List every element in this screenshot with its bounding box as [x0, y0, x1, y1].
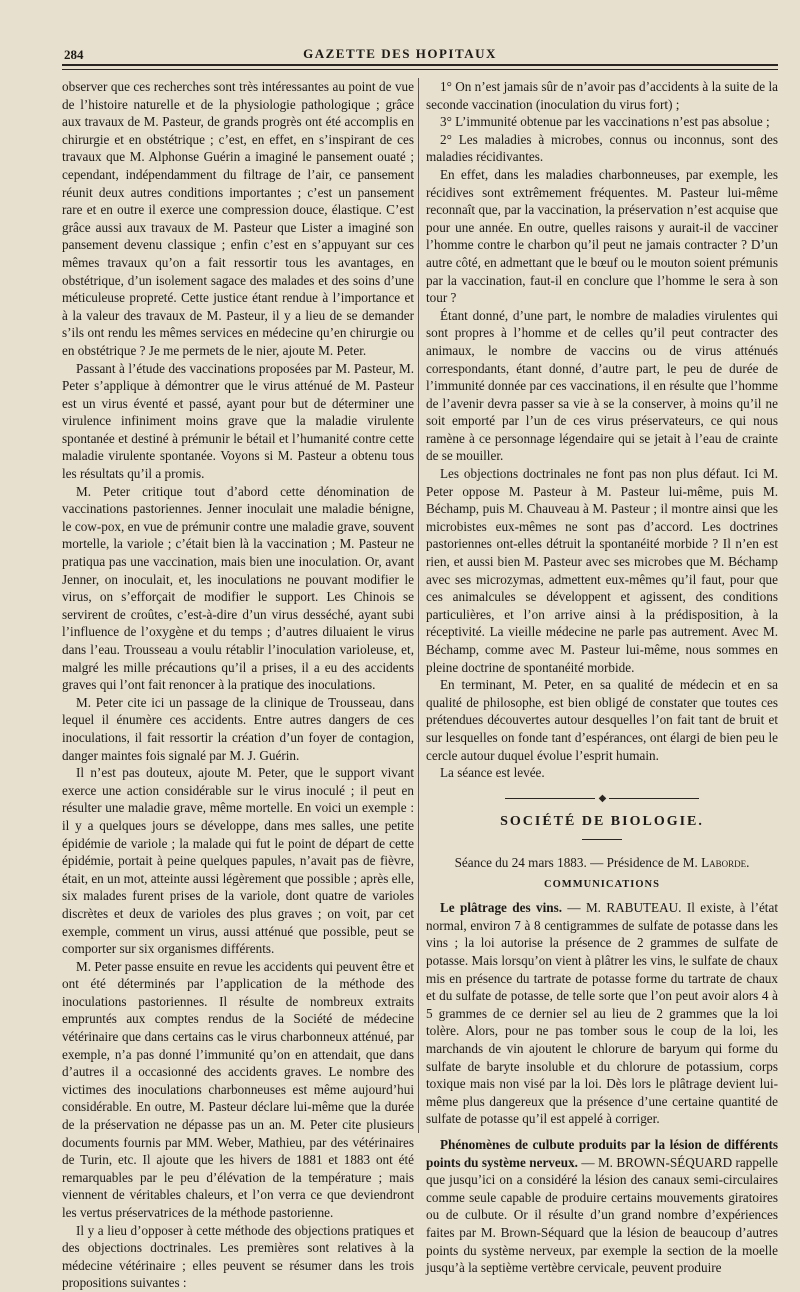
column-divider	[418, 78, 419, 1133]
article-culbute	[426, 1136, 778, 1277]
paragraph: observer que ces recherches sont très intéressantes au point de vue de l’histoire naturelle et de la physiologie pathologique ; grâce aux travaux de M. Pasteur, de grands progrès ont été accomplis en chirurgie et en obstétrique ; c’est, en effet, en s’inspirant de ces travaux que M. Alphonse Guérin a imaginé le pansement ouaté ; cependant, indépendamment du filtrage de l’air, ce pansement réunit deux autres conditions importantes ; c’est un pansement rare et en outre il exerce une compression douce, élastique. C’est grâce aussi aux travaux de M. Pasteur que Lister a imaginé son pansement devenu classique ; enfin c’est en s’appuyant sur ces mêmes travaux qu’on a fait ressortir tous les avantages, en obstétrique, d’un isolement sagace des malades et des soins d’une méticuleuse propreté. Cette justice étant rendue à l’importance et à la valeur des travaux de M. Pasteur, il y a lieu de se demander s’ils ont rendu les mêmes services en médecine qu’en chirurgie ou en obstétrique ? Je me permets de le nier, ajoute M. Peter.	[62, 79, 414, 358]
paragraph: En terminant, M. Peter, en sa qualité de médecin et en sa qualité de philosophe, est bien obligé de constater que toutes ces prétendues découvertes autour desquelles l’on fait tant de bruit et sur lesquelles on fonde tant d’espérances, ont élargi de bien peu le cercle autour duquel évolue l’esprit humain.	[426, 677, 778, 763]
paragraph: Étant donné, d’une part, le nombre de maladies virulentes qui sont propres à l’homme et de celles qu’il peut contracter des animaux, le nombre de vaccins ou de virus atténués correspondants, étant donné, d’autre part, le peu de durée de l’immunité donnée par ces vaccinations, il en résulte que l’homme de l’avenir devra passer sa vie à se la conserver, à moins qu’il ne soit emporté par l’un de ces virus préservateurs, ce qui nous ramène à ce personnage légendaire qui se jetait à l’eau de crainte de se mouiller.	[426, 307, 778, 464]
session-line	[426, 854, 778, 872]
right-column	[426, 78, 778, 1277]
article-plâtrage	[426, 899, 778, 1128]
article-body: Il existe, à l’état normal, environ 7 à 8 centigrammes de sulfate de potasse dans les vins ; la loi autorise la présence de 2 grammes de sulfate de potasse. Mais lorsqu’on vient à plâtrer les vins, le sulfate de chaux mis en présence du tartrate de potasse forme du tartrate de chaux et du sulfate de potasse, de telle sorte que l’on peut avoir alors 4 à 5 grammes de ce dernier sel au lieu de 2 grammes que la loi tolère. Alors, pour ne pas tomber sous le coup de la loi, les marchands de vin ajoutent le chlorure de baryum qui forme du sulfate de baryte insoluble et du chlorure de potassium, corps toxique mais non visé par la loi. Dès lors le plâtrage devient lui-même plus dangereux que la présence d’une certaine quantité de sulfate de potasse qu’il est appelé à corriger.	[426, 900, 778, 1127]
paragraph: Les objections doctrinales ne font pas non plus défaut. Ici M. Peter oppose M. Pasteur à M. Pasteur lui-même, puis M. Béchamp, puis M. Chauveau à M. Pasteur ; il montre ainsi que les microbistes eux-mêmes ne sont pas d’accord. Les doctrines pastoriennes ont-elles détruit la spontanéité morbide ? Il n’en est rien, et aussi bien M. Pasteur avec ses microbes que M. Béchamp avec ses microzymas, admettent eux-mêmes qu’il faut, pour que ces animalcules se développent et agissent, des conditions particulières, et l’on arrive ainsi à la prédisposition, à la réceptivité. La vieille médecine ne parle pas autrement. Avec M. Béchamp, comme avec M. Pasteur lui-même, nous sommes en pleine doctrine de spontanéité morbide.	[426, 466, 778, 675]
article-title: Le plâtrage des vins.	[440, 900, 562, 916]
session-suffix: .	[746, 855, 750, 871]
paragraph: La séance est levée.	[440, 765, 545, 781]
paragraph: M. Peter passe ensuite en revue les accidents qui peuvent être et ont été déterminés par l’application de la méthode des inoculations pastoriennes. Il résulte de nombreux extraits empruntés aux comptes rendus de la Société de médecine vétérinaire que dans certains cas le virus charbonneux atténué, par exemple, n’a pas donné l’immunité qu’on en attendait, que dans d’autres il a occasionné des accidents graves. Le nombre des victimes des inoculations charbonneuses est même aujourd’hui considérable. En outre, M. Pasteur déclare lui-même que la durée de la préservation ne dépasse pas un an. M. Peter cite plusieurs documents fournis par MM. Weber, Mathieu, par des vétérinaires de Turin, etc. Il ajoute que les hivers de 1881 et 1883 ont été remarquables par le peu d’élévation de la température ; mais viennent de véritables chaleurs, et l’on verra ce que deviendront les vertus préservatrices de la méthode pastorienne.	[62, 958, 414, 1220]
session-prefix: Séance du 24 mars 1883. — Présidence de M.	[454, 855, 702, 871]
paragraph: En effet, dans les maladies charbonneuses, par exemple, les récidives sont extrêmement fréquentes. M. Pasteur lui-même reconnaît que, par la vaccination, la préservation n’est acquise que pour une année. En outre, quelles raisons y aurait-il de vacciner l’homme contre le charbon qu’il peut ne jamais contracter ? D’un autre côté, en admettant que le bœuf ou le mouton soient prémunis par la vaccination, faut-il en conclure que l’homme le sera à son tour ?	[426, 166, 778, 306]
paragraph: 2° Les maladies à microbes, connus ou inconnus, sont des maladies récidivantes.	[426, 131, 778, 165]
paragraph: M. Peter critique tout d’abord cette dénomination de vaccinations pastoriennes. Jenner inoculait une maladie bénigne, le cow-pox, en vue de prémunir contre une maladie grave, souvent mortelle, la variole ; c’était bien là la vaccination ; M. Pasteur ne pratiqua pas une vaccination, mais bien une inoculation. Or, avant Jenner, on inoculait, et, les inoculations ne pouvant modifier le virus, on s’efforçait de modifier le support. Les Chinois se servirent de croûtes, c’est-à-dire d’un virus desséché, ayant subi l’influence de l’oxygène et du temps ; d’autres diluaient le virus dans l’eau. Trousseau a voulu rétablir l’inoculation varioleuse, et, malgré les mille précautions qu’il a prises, il a eu des accidents graves qui l’ont fait renoncer à la pratique des inoculations.	[62, 483, 414, 693]
article-title: Phénomènes de culbute produits par la lésion de différents points du système nerveux.	[426, 1136, 778, 1170]
running-head: GAZETTE DES HOPITAUX	[303, 46, 497, 61]
paragraph: 1° On n’est jamais sûr de n’avoir pas d’accidents à la suite de la seconde vaccination (inoculation du virus fort) ;	[426, 79, 778, 112]
page-number: 284	[64, 47, 84, 62]
article-author: — M. RABUTEAU.	[562, 900, 682, 916]
paragraph: Il y a lieu d’opposer à cette méthode des objections pratiques et des objections doctrinales. Les premières sont relatives à la médecine vétérinaire ; elles peuvent se résumer dans les trois propositions suivantes :	[62, 1222, 414, 1291]
paragraph: M. Peter cite ici un passage de la clinique de Trousseau, dans lequel il énumère ces accidents. Entre autres dangers de ces inoculations, il fait ressortir la création d’un foyer de contagion, danger maintes fois signalé par M. J. Guérin.	[62, 694, 414, 763]
header-rule-thin	[62, 69, 778, 70]
title-rule	[582, 839, 622, 840]
session-president: Laborde	[701, 855, 747, 871]
paragraph: Passant à l’étude des vaccinations proposées par M. Pasteur, M. Peter s’applique à démontrer que le virus atténué de M. Pasteur est un virus éventé et passé, ayant pour but de déterminer une virulence infiniment moins grave que la maladie virulente spontanée et destiné à prémunir le bétail et l’humanité contre cette maladie virulente spontanée. Voyons si M. Pasteur a obtenu tous les résultats qu’il a promis.	[62, 360, 414, 482]
left-column	[62, 78, 414, 1292]
communications-heading: COMMUNICATIONS	[544, 878, 660, 890]
paragraph: 3° L’immunité obtenue par les vaccinations n’est pas absolue ;	[440, 114, 770, 130]
article-body: rappelle que jusqu’ici on a considéré la lésion des canaux semi-circulaires comme seule capable de produire certains mouvements giratoires ou de culbute. Or il résulte d’un grand nombre d’expériences faites par M. Brown-Séquard que la lésion de beaucoup d’autres points du système nerveux, par exemple la section de la moelle jusqu’à la septième vertèbre cervicale, peuvent produire	[426, 1154, 779, 1276]
header-rule-thick	[62, 64, 778, 66]
section-ornament: ◆	[426, 790, 778, 808]
section-title: SOCIÉTÉ DE BIOLOGIE.	[500, 814, 704, 830]
paragraph: Il n’est pas douteux, ajoute M. Peter, que le support vivant exerce une action considérable sur le virus inoculé ; il peut en résulter une maladie grave, même mortelle. En voici un exemple : il y a quelques jours se développe, dans mes salles, une petite épidémie de variole ; la malade qui fut le point de départ de cette épidémie, portait à peine quelques papules, n’avait pas de fièvre, était, en un mot, atteinte aussi légèrement que possible ; après elle, six malades furent prises de la variole, dont quatre de varioles discrètes et deux de varioles des plus graves ; on voit, par cet exemple, comment un virus, aussi atténué que possible, peut se comporter sur six organismes différents.	[62, 765, 414, 957]
article-author: — M. BROWN-SÉQUARD	[577, 1154, 733, 1170]
